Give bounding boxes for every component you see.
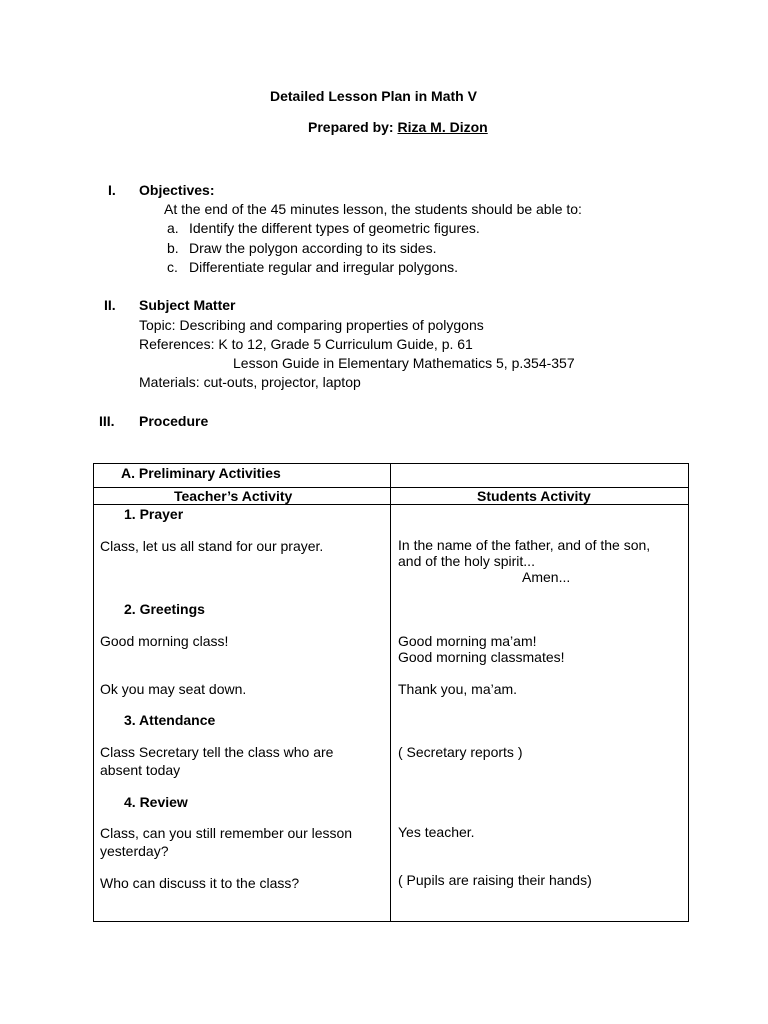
student-line: Amen...: [522, 569, 571, 585]
student-line: Good morning ma’am!: [398, 633, 537, 649]
section-numeral: III.: [99, 413, 115, 429]
student-line: ( Secretary reports ): [398, 744, 523, 760]
activity-heading: 4. Review: [124, 794, 188, 810]
student-line: and of the holy spirit...: [398, 553, 535, 569]
column-divider: [390, 464, 391, 921]
materials-line: Materials: cut-outs, projector, laptop: [139, 374, 361, 390]
objectives-heading: Objectives:: [139, 182, 215, 198]
document-title: Detailed Lesson Plan in Math V: [270, 88, 477, 104]
procedure-heading: Procedure: [139, 413, 209, 429]
list-item: Identify the different types of geometric figures.: [189, 220, 480, 236]
activity-heading: 3. Attendance: [124, 712, 216, 728]
student-column-header: Students Activity: [477, 488, 591, 504]
student-line: ( Pupils are raising their hands): [398, 872, 592, 888]
teacher-column-header: Teacher’s Activity: [174, 488, 293, 504]
teacher-line: Who can discuss it to the class?: [100, 875, 300, 891]
activity-heading: 1. Prayer: [124, 506, 184, 522]
list-item: Differentiate regular and irregular polygons.: [189, 259, 459, 275]
activity-heading: 2. Greetings: [124, 601, 205, 617]
references-line: References: K to 12, Grade 5 Curriculum Guide, p. 61: [139, 336, 473, 352]
prepared-by-label: Prepared by:: [308, 119, 394, 135]
teacher-line: Ok you may seat down.: [100, 681, 247, 697]
references-line-2: Lesson Guide in Elementary Mathematics 5, p.354-357: [233, 355, 575, 371]
teacher-line: Good morning class!: [100, 633, 229, 649]
student-line: Good morning classmates!: [398, 649, 565, 665]
section-numeral: I.: [108, 182, 116, 198]
teacher-line: absent today: [100, 762, 181, 778]
student-line: In the name of the father, and of the son,: [398, 537, 651, 553]
teacher-line: Class, can you still remember our lesson: [100, 825, 353, 841]
list-item-letter: a.: [167, 220, 179, 236]
teacher-line: yesterday?: [100, 843, 169, 859]
list-item-letter: c.: [167, 259, 178, 275]
teacher-line: Class Secretary tell the class who are: [100, 744, 334, 760]
student-line: Yes teacher.: [398, 824, 475, 840]
table-section-title: A. Preliminary Activities: [121, 465, 281, 481]
section-numeral: II.: [104, 297, 116, 313]
objectives-intro: At the end of the 45 minutes lesson, the students should be able to:: [164, 201, 582, 217]
subject-matter-heading: Subject Matter: [139, 297, 236, 313]
list-item-letter: b.: [167, 240, 179, 256]
list-item: Draw the polygon according to its sides.: [189, 240, 437, 256]
topic-line: Topic: Describing and comparing properties of polygons: [139, 317, 484, 333]
student-line: Thank you, ma’am.: [398, 681, 518, 697]
teacher-line: Class, let us all stand for our prayer.: [100, 538, 324, 554]
prepared-by: [308, 119, 488, 135]
table-divider: [94, 504, 688, 505]
author-name: Riza M. Dizon: [397, 119, 488, 135]
